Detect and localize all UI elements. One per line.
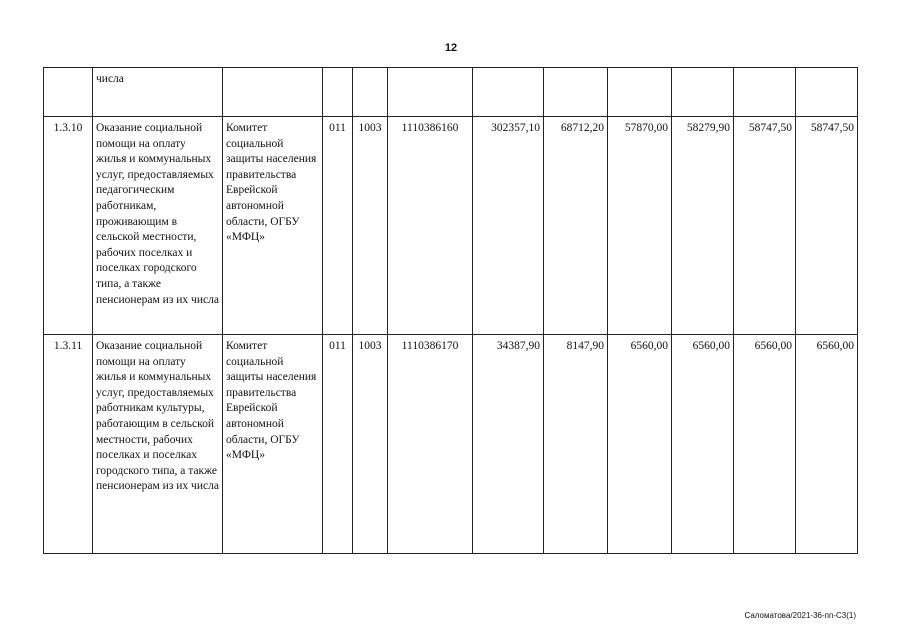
- grbs-cell: 011: [323, 117, 353, 335]
- year4-cell: 6560,00: [734, 335, 796, 554]
- description-cell: Оказание социальной помощи на оплату жилья и коммунальных услуг, предоставляемых педагогическим работникам, проживающим в сельской местности, рабочих поселках и поселках городского типа, а также пенсионерам из их числа: [93, 117, 223, 335]
- year2-cell: [608, 68, 672, 117]
- year2-cell: 6560,00: [608, 335, 672, 554]
- year3-cell: 6560,00: [672, 335, 734, 554]
- year1-cell: 8147,90: [544, 335, 608, 554]
- executor-cell: Комитет социальной защиты населения правительства Еврейской автономной области, ОГБУ «МФЦ»: [223, 117, 323, 335]
- year1-cell: 68712,20: [544, 117, 608, 335]
- index-cell: 1.3.10: [44, 117, 93, 335]
- year5-cell: 6560,00: [796, 335, 858, 554]
- page-number: 12: [444, 42, 458, 54]
- grbs-cell: [323, 68, 353, 117]
- description-cell: числа: [93, 68, 223, 117]
- rzpr-cell: 1003: [353, 117, 388, 335]
- budget-table: [43, 67, 858, 554]
- year4-cell: [734, 68, 796, 117]
- executor-cell: [223, 68, 323, 117]
- continuation-row: [44, 68, 858, 117]
- csr-cell: 1110386160: [388, 117, 473, 335]
- total-cell: 302357,10: [473, 117, 544, 335]
- year5-cell: [796, 68, 858, 117]
- description-cell: Оказание социальной помощи на оплату жилья и коммунальных услуг, предоставляемых работникам культуры, работающим в сельской местности, рабочих поселках и поселках городского типа, а также пенсионерам из их числа: [93, 335, 223, 554]
- year5-cell: 58747,50: [796, 117, 858, 335]
- year1-cell: [544, 68, 608, 117]
- csr-cell: [388, 68, 473, 117]
- total-cell: [473, 68, 544, 117]
- table-row: [44, 117, 858, 335]
- csr-cell: 1110386170: [388, 335, 473, 554]
- rzpr-cell: 1003: [353, 335, 388, 554]
- index-cell: [44, 68, 93, 117]
- executor-cell: Комитет социальной защиты населения правительства Еврейской автономной области, ОГБУ «МФЦ»: [223, 335, 323, 554]
- total-cell: 34387,90: [473, 335, 544, 554]
- rzpr-cell: [353, 68, 388, 117]
- index-cell: 1.3.11: [44, 335, 93, 554]
- grbs-cell: 011: [323, 335, 353, 554]
- year3-cell: [672, 68, 734, 117]
- year2-cell: 57870,00: [608, 117, 672, 335]
- year3-cell: 58279,90: [672, 117, 734, 335]
- document-code: Саломатова/2021-36-пп-С3(1): [744, 611, 856, 620]
- table-row: [44, 335, 858, 554]
- year4-cell: 58747,50: [734, 117, 796, 335]
